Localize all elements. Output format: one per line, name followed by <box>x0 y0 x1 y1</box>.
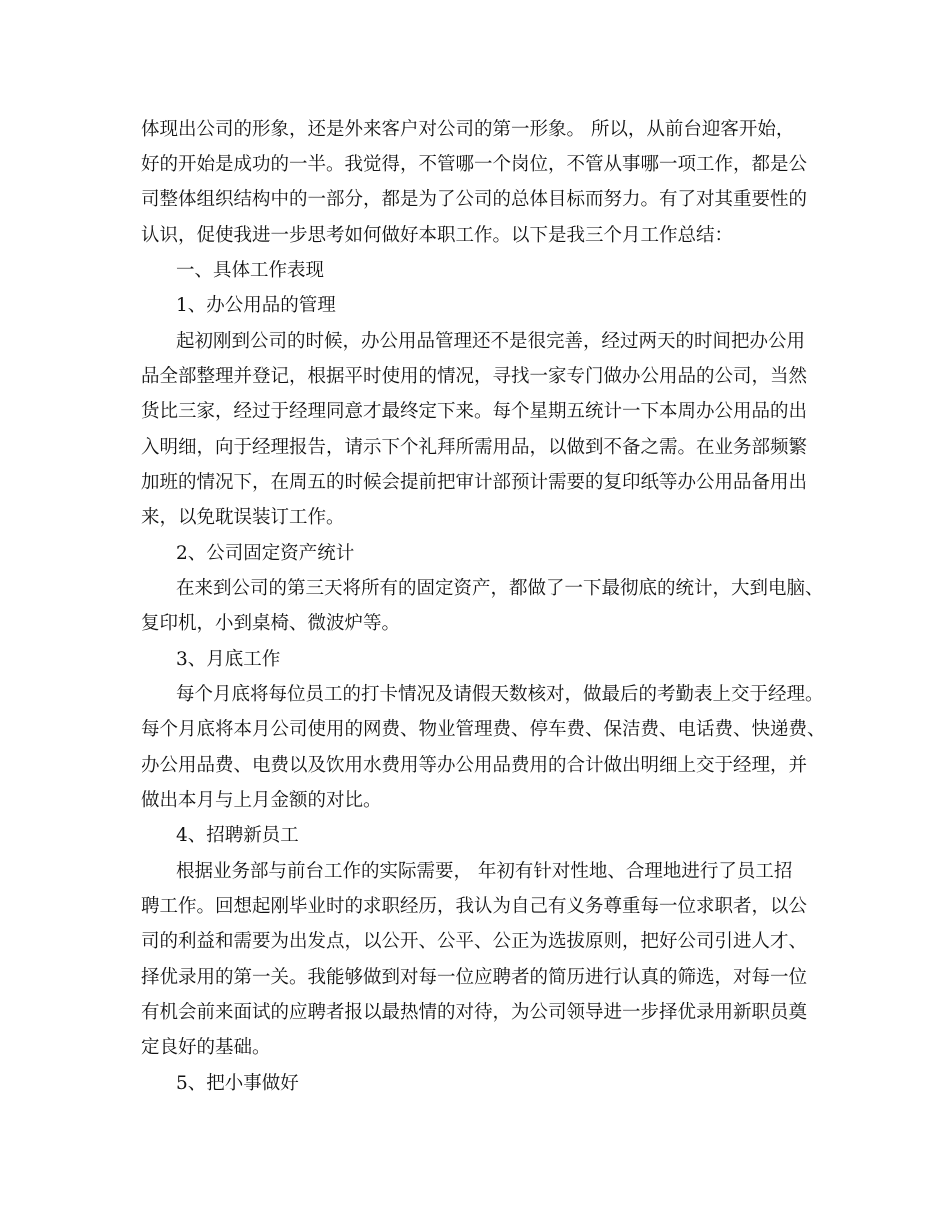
body-line: 体现出公司的形象，还是外来客户对公司的第一形象。 所以，从前台迎客开始， <box>141 119 795 140</box>
subsection-heading: 1、办公用品的管理 <box>176 295 336 316</box>
body-line: 有机会前来面试的应聘者报以最热情的对待，为公司领导进一步择优录用新职员奠 <box>141 1002 808 1023</box>
body-line: 认识，促使我进一步思考如何做好本职工作。以下是我三个月工作总结： <box>141 225 734 246</box>
body-line: 入明细，向于经理报告，请示下个礼拜所需用品，以做到不备之需。在业务部频繁 <box>141 437 808 458</box>
body-line: 择优录用的第一关。我能够做到对每一位应聘者的简历进行认真的筛选，对每一位 <box>141 967 808 988</box>
body-line: 做出本月与上月金额的对比。 <box>141 790 382 811</box>
body-line: 来，以免耽误装订工作。 <box>141 507 345 528</box>
subsection-heading: 4、招聘新员工 <box>176 825 299 846</box>
body-line: 加班的情况下，在周五的时候会提前把审计部预计需要的复印纸等办公用品备用出 <box>141 472 808 493</box>
body-line: 好的开始是成功的一半。我觉得，不管哪一个岗位，不管从事哪一项工作，都是公 <box>141 154 808 175</box>
body-line: 每个月底将每位员工的打卡情况及请假天数核对，做最后的考勤表上交于经理。 <box>176 684 824 705</box>
body-line: 司整体组织结构中的一部分，都是为了公司的总体目标而努力。有了对其重要性的 <box>141 189 808 210</box>
body-line: 聘工作。回想起刚毕业时的求职经历，我认为自己有义务尊重每一位求职者，以公 <box>141 896 808 917</box>
subsection-heading: 2、公司固定资产统计 <box>176 543 355 564</box>
body-line: 办公用品费、电费以及饮用水费用等办公用品费用的合计做出明细上交于经理，并 <box>141 755 808 776</box>
body-line: 定良好的基础。 <box>141 1037 271 1058</box>
body-line: 根据业务部与前台工作的实际需要， 年初有针对性地、合理地进行了员工招 <box>176 861 793 882</box>
body-line: 每个月底将本月公司使用的网费、物业管理费、停车费、保洁费、电话费、快递费、 <box>141 719 826 740</box>
section-heading: 一、具体工作表现 <box>176 260 325 281</box>
body-line: 复印机，小到桌椅、微波炉等。 <box>141 613 401 634</box>
subsection-heading: 5、把小事做好 <box>176 1073 299 1094</box>
body-line: 品全部整理并登记，根据平时使用的情况，寻找一家专门做办公用品的公司，当然 <box>141 366 808 387</box>
subsection-heading: 3、月底工作 <box>176 649 281 670</box>
body-line: 司的利益和需要为出发点，以公开、公平、公正为选拔原则，把好公司引进人才、 <box>141 931 808 952</box>
body-line: 在来到公司的第三天将所有的固定资产，都做了一下最彻底的统计，大到电脑、 <box>176 578 824 599</box>
body-line: 货比三家，经过于经理同意才最终定下来。每个星期五统计一下本周办公用品的出 <box>141 401 808 422</box>
body-line: 起初刚到公司的时候，办公用品管理还不是很完善，经过两天的时间把办公用 <box>176 331 806 352</box>
